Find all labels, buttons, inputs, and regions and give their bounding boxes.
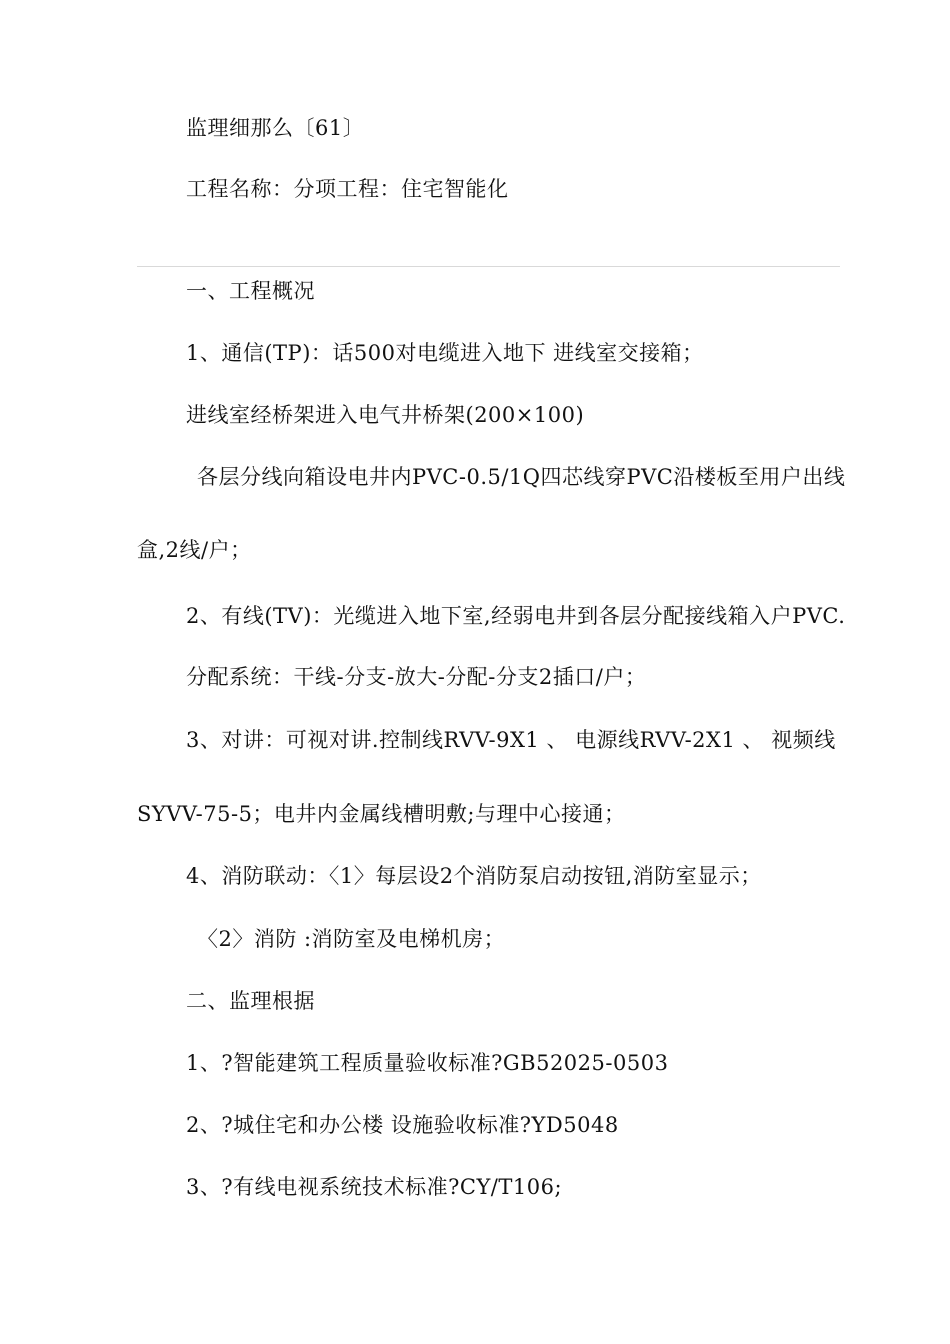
overview-item-2-cont: 分配系统：干线-分支-放大-分配-分支2插口/户； [186,665,647,689]
divider [137,266,840,267]
overview-item-1-detail-cont: 盒,2线/户； [137,538,252,562]
overview-item-3: 3、对讲：可视对讲.控制线RVV-9X1 、 电源线RVV-2X1 、 视频线 [186,728,836,752]
overview-item-1-cont: 进线室经桥架进入电气井桥架(200×100) [186,403,585,427]
basis-item-1: 1、?智能建筑工程质量验收标准?GB52025-0503 [186,1051,669,1075]
overview-item-4: 4、消防联动：〈1〉每层设2个消防泵启动按钮,消防室显示； [186,864,762,888]
document-title: 监理细那么〔61〕 [186,116,365,140]
basis-item-2: 2、?城住宅和办公楼 设施验收标准?YD5048 [186,1113,619,1137]
section-heading-basis: 二、监理根据 [186,989,315,1013]
basis-item-3: 3、?有线电视系统技术标准?CY/T106; [186,1175,563,1199]
project-name: 工程名称：分项工程：住宅智能化 [186,177,509,201]
overview-item-4-cont: 〈2〉消防 :消防室及电梯机房； [197,927,506,951]
overview-item-3-cont: SYVV-75-5；电井内金属线槽明敷;与理中心接通； [137,802,626,826]
overview-item-1-detail: 各层分线向箱设电井内PVC-0.5/1Q四芯线穿PVC沿楼板至用户出线 [197,465,846,489]
overview-item-2: 2、有线(TV)：光缆进入地下室,经弱电井到各层分配接线箱入户PVC. [186,604,846,628]
section-heading-overview: 一、工程概况 [186,279,315,303]
overview-item-1: 1、通信(TP)：话500对电缆进入地下 进线室交接箱； [186,341,704,365]
